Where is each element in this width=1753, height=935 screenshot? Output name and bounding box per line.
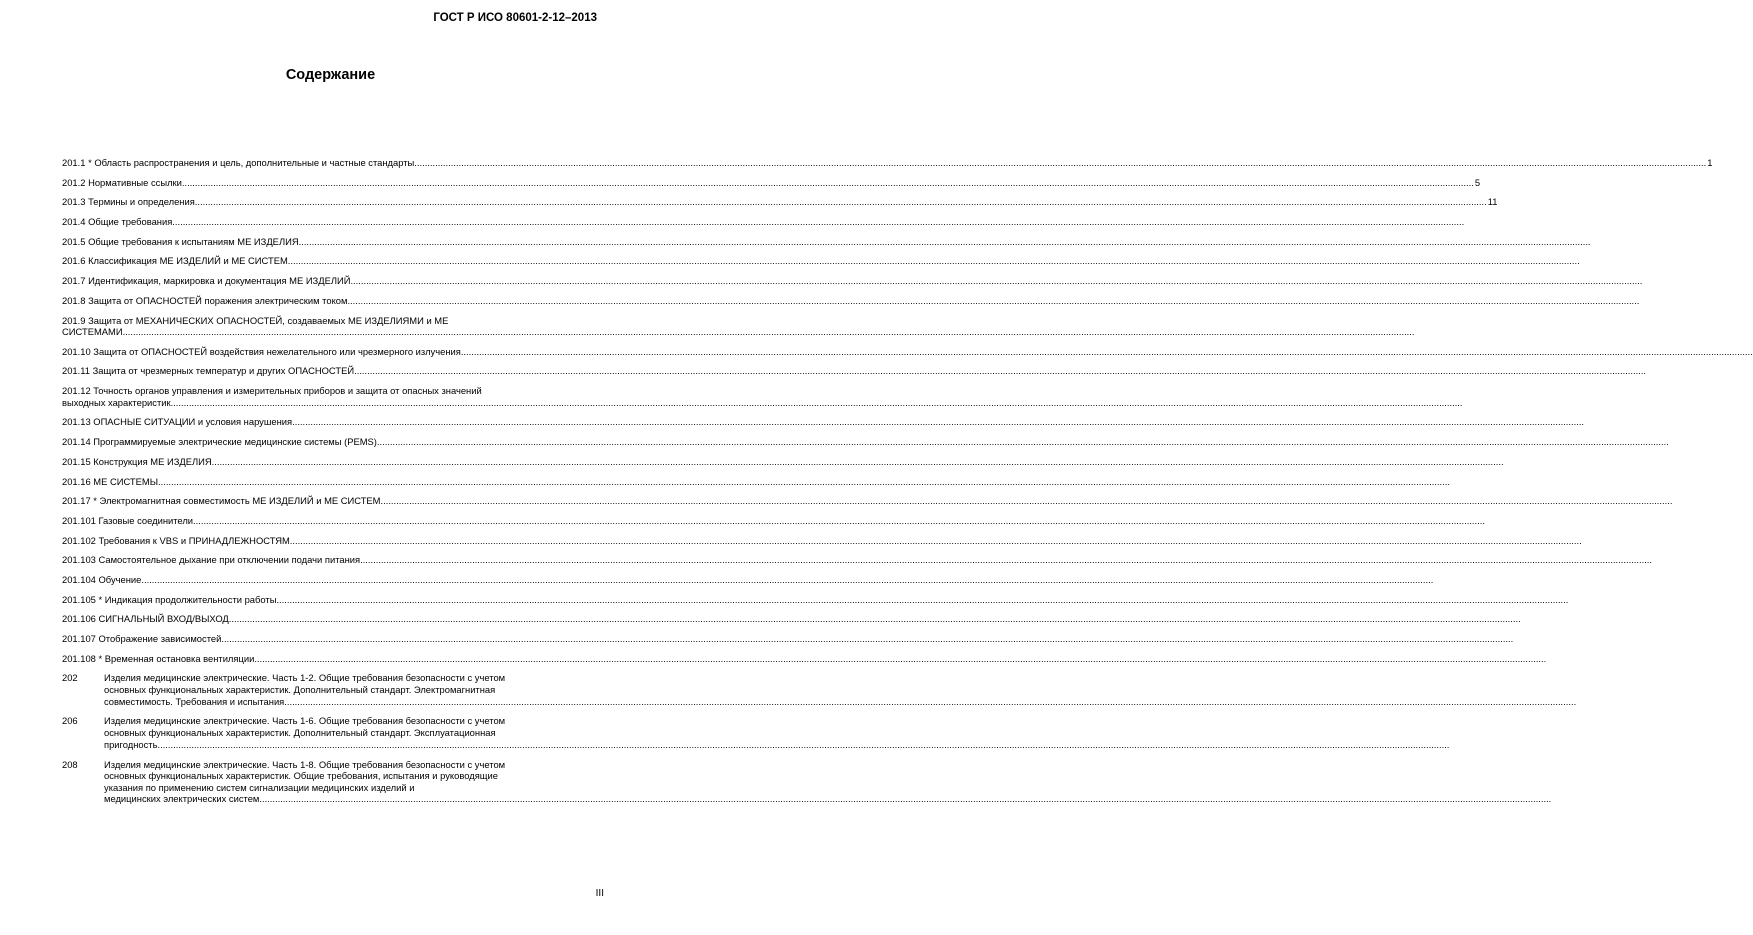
page-title: Содержание [285,67,376,83]
dot-leader [292,416,1584,428]
toc-entry-title: 201.107 Отображение зависимостей [62,633,222,644]
toc-entry-title: 201.106 СИГНАЛЬНЫЙ ВХОД/ВЫХОД [62,613,229,625]
toc-entry-line [62,456,1504,468]
toc-entry-title: 201.6 Классификация МЕ ИЗДЕЛИЙ и МЕ СИСТЕМ [62,255,288,267]
toc-entry-title: 201.103 Самостоятельное дыхание при отключении подачи питания [62,554,361,566]
toc-entry-text [62,315,1414,338]
toc-entry[interactable] [62,554,603,566]
toc-entry[interactable] [62,495,603,507]
toc-entry[interactable] [62,574,603,586]
dot-leader [123,326,1415,338]
dot-leader [381,495,1673,507]
toc-entry-text [62,157,1706,169]
dot-leader [414,157,1706,169]
toc-entry-text [62,476,1450,488]
dot-leader [347,295,1639,307]
toc-entry-title: 201.13 ОПАСНЫЕ СИТУАЦИИ и условия нарушения [62,416,293,428]
standard-entry[interactable] [62,715,603,750]
toc-entry-text [62,456,1504,468]
page-number: III [595,888,604,899]
toc-entry-title-cont: СИСТЕМАМИ [62,326,123,338]
toc-entry-line [62,255,1580,267]
dot-leader [171,397,1463,409]
dot-leader [276,594,1568,606]
toc-entry-line [62,653,1546,665]
toc-entry-title: 201.5 Общие требования к испытаниям МЕ ИЗДЕЛИЯ [62,235,299,247]
dot-leader [229,613,1521,625]
standard-title-last-line [104,739,1449,751]
standard-title [104,759,1551,805]
toc-entry[interactable] [62,255,603,267]
toc-entry-title: 201.11 Защита от чрезмерных температур и других ОПАСНОСТЕЙ [62,365,355,377]
toc-entry-line [62,574,1433,586]
dot-leader [350,275,1642,287]
toc-page-number: 1 [1707,157,1713,168]
toc-entry-line [62,495,1672,507]
toc-entry-text [62,495,1672,507]
toc-entry-text [62,346,1753,358]
toc-entry[interactable] [62,157,1713,169]
toc-entry-text [62,515,1485,527]
standard-title-line: указания по применению систем сигнализации медицинских изделий и [104,781,415,793]
standard-title-line: пригодность [104,738,158,750]
standard-title-line: Изделия медицинские электрические. Часть 1-6. Общие требования безопасности с учетом [104,715,506,727]
toc-entry-title: 201.16 МЕ СИСТЕМЫ [62,475,159,487]
toc-entry[interactable] [62,346,603,358]
toc-entry-line [62,275,1642,287]
toc-entry[interactable] [62,236,603,248]
toc-entry-title: 201.9 Защита от МЕХАНИЧЕСКИХ ОПАСНОСТЕЙ, создаваемых МЕ ИЗДЕЛИЯМИ и МЕ [62,314,449,326]
dot-leader [193,515,1485,527]
toc-entry[interactable] [62,216,603,228]
toc-entry-text [62,535,1582,547]
toc-entry-line [62,196,1487,208]
dot-leader [221,633,1513,645]
toc-entry[interactable] [62,594,603,606]
standard-title-line: основных функциональных характеристик. Дополнительный стандарт. Электромагнитная [104,683,496,695]
toc-entry-line [62,295,1639,307]
toc-entry-text [62,653,1546,665]
standard-number: 202 [62,672,78,684]
toc-entry-title: 201.1 * Область распространения и цель, дополнительные и частные стандарты [62,157,415,168]
toc-entry-title: 201.10 Защита от ОПАСНОСТЕЙ воздействия нежелательного или чрезмерного излучения [62,345,461,357]
standard-number: 206 [62,715,78,727]
toc-entry-title: 201.15 Конструкция МЕ ИЗДЕЛИЯ [62,455,212,467]
toc-entry-line [62,157,1706,169]
dot-leader [377,436,1669,448]
toc-entry-text [62,275,1642,287]
toc-entry-text [62,436,1669,448]
toc-entry-line [62,416,1584,428]
toc-entry-continuation [62,326,1414,338]
dot-leader [299,236,1591,248]
toc-entry[interactable] [62,633,603,645]
toc-entry-line [62,436,1669,448]
toc-entry[interactable] [62,653,603,665]
toc-entry-title: 201.105 * Индикация продолжительности работы [62,593,277,605]
dot-leader [259,793,1551,805]
standard-title-line: Изделия медицинские электрические. Часть 1-8. Общие требования безопасности с учетом [104,758,506,770]
toc-entry-continuation [62,397,1463,409]
dot-leader [157,739,1449,751]
toc-page-number: 11 [1487,196,1498,208]
toc-entry-line [62,554,1652,566]
toc-entry-title: 201.8 Защита от ОПАСНОСТЕЙ поражения электрическим током [62,294,348,306]
toc-entry[interactable] [62,476,603,488]
toc-entry-line [62,177,1474,189]
toc-entry-text [62,216,1464,228]
standard-title-line: медицинских электрических систем [104,793,260,805]
standard-title-last-line [104,696,1576,708]
toc-entry-text [62,416,1584,428]
dot-leader [354,365,1646,377]
toc-entry-text [62,385,1463,408]
standard-title-line: Изделия медицинские электрические. Часть 1-2. Общие требования безопасности с учетом [104,672,506,684]
toc-entry-line [62,365,1646,377]
toc-entry-title-cont: выходных характеристик [62,396,171,408]
document-code: ГОСТ Р ИСО 80601-2-12–2013 [433,12,597,24]
toc-entry-text [62,613,1521,625]
dot-leader [461,346,1753,358]
toc-entry-line [62,633,1513,645]
toc-entry[interactable] [62,456,603,468]
toc-entry-title: 201.104 Обучение [62,573,142,585]
standard-entry[interactable] [62,759,603,805]
standard-number: 208 [62,758,78,770]
dot-leader [158,476,1450,488]
toc-entry[interactable] [62,275,603,287]
toc-entry-title: 201.7 Идентификация, маркировка и документация МЕ ИЗДЕЛИЙ [62,275,351,287]
toc-entry[interactable] [62,416,603,428]
toc-entry-title: 201.102 Требования к VBS и ПРИНАДЛЕЖНОСТЯМ [62,534,290,546]
toc-entry-text [62,295,1639,307]
toc-entry[interactable] [62,535,603,547]
toc-entry-line [62,613,1521,625]
toc-entry[interactable] [62,613,603,625]
toc-entry[interactable] [62,295,603,307]
toc-entry[interactable] [62,176,1481,189]
toc-entry-line [62,515,1485,527]
standard-title-line: основных функциональных характеристик. Общие требования, испытания и руководящие [104,770,498,782]
standard-title-line: совместимость. Требования и испытания [104,695,285,707]
toc-entry-title: 201.12 Точность органов управления и измерительных приборов и защита от опасных значений [62,385,482,397]
dot-leader [172,216,1464,228]
toc-entry-text [62,633,1513,645]
toc-entry-text [62,196,1487,208]
toc-entry-text [62,177,1474,189]
dot-leader [288,255,1580,267]
toc-entry-line [62,476,1450,488]
toc-entry-line [62,346,1753,358]
standard-entry[interactable] [62,672,603,707]
toc-entry-text [62,236,1591,248]
toc-entry-text [62,554,1652,566]
toc-page-number: 5 [1474,176,1481,188]
toc-entry-line [62,216,1464,228]
toc-entry-line [62,535,1582,547]
standard-title-last-line [104,793,1551,805]
table-of-contents [62,157,1713,813]
toc-entry-title: 201.3 Термины и определения [62,196,195,208]
toc-entry-text [62,255,1580,267]
toc-entry-text [62,574,1433,586]
toc-entry[interactable] [62,385,603,408]
standard-title [104,715,1449,750]
dot-leader [360,554,1652,566]
toc-entry-title: 201.108 * Временная остановка вентиляции [62,652,255,664]
toc-entry[interactable] [62,436,603,448]
dot-leader [284,696,1576,708]
toc-entry[interactable] [62,196,1498,208]
toc-entry-line [62,594,1568,606]
toc-entry[interactable] [62,315,603,338]
dot-leader [212,456,1504,468]
toc-entry-text [62,365,1646,377]
dot-leader [195,196,1487,208]
dot-leader [254,653,1546,665]
dot-leader [182,177,1474,189]
toc-entry-title: 201.101 Газовые соединители [62,514,194,526]
standard-title [104,672,1576,707]
toc-entry-text [62,594,1568,606]
toc-entry-line [62,236,1591,248]
toc-entry-title: 201.14 Программируемые электрические медицинские системы (PEMS) [62,436,377,448]
dot-leader [141,574,1433,586]
toc-entry[interactable] [62,365,603,377]
toc-entry[interactable] [62,515,603,527]
toc-entry-title: 201.4 Общие требования [62,216,173,228]
toc-entry-title: 201.17 * Электромагнитная совместимость МЕ ИЗДЕЛИЙ и МЕ СИСТЕМ [62,495,381,507]
toc-entry-title: 201.2 Нормативные ссылки [62,176,182,188]
dot-leader [290,535,1582,547]
standard-title-line: основных функциональных характеристик. Дополнительный стандарт. Эксплуатационная [104,727,496,739]
